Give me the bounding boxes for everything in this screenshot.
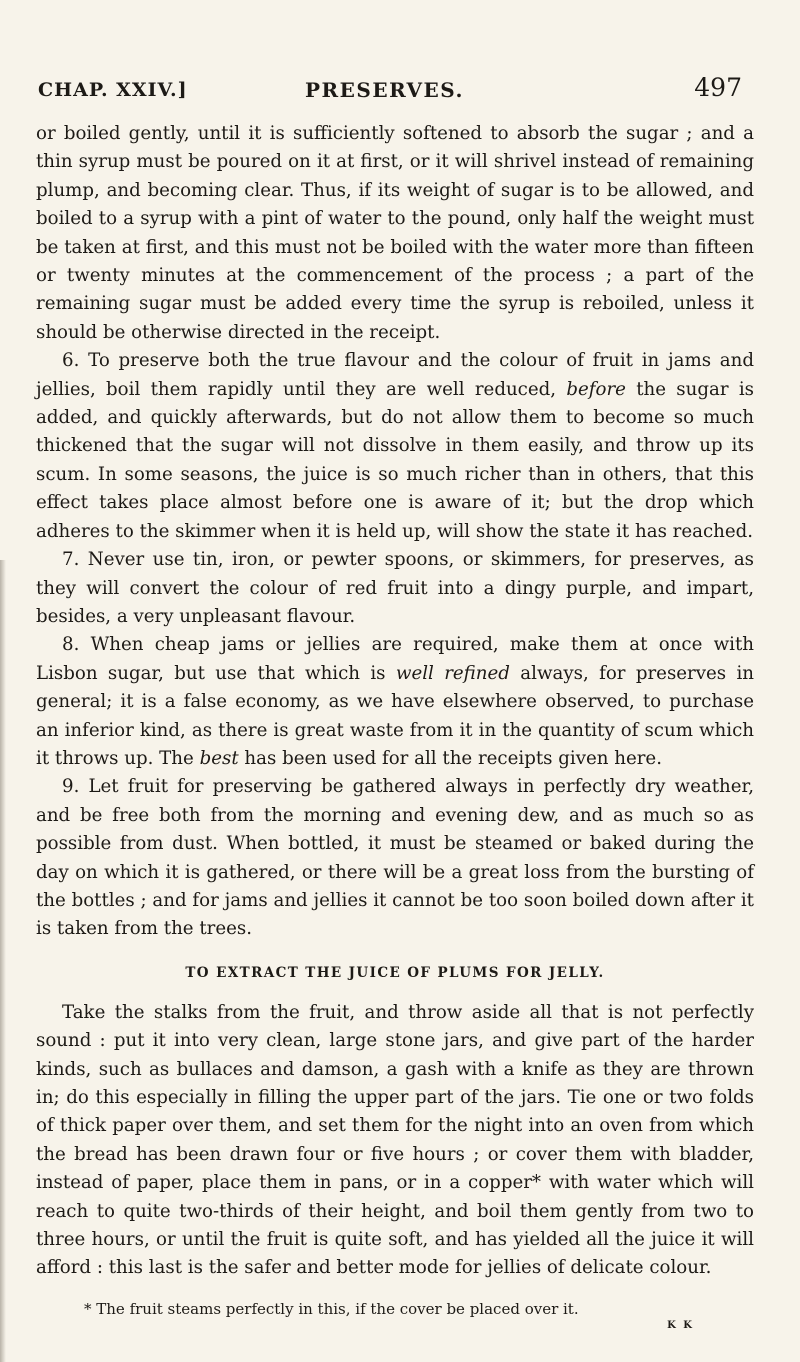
paragraph-8-text-c: has been used for all the receipts given here. [238, 747, 662, 769]
paragraph-8-text-b: always, for preserves in general; it is a false economy, as we have elsewhere observed, to purchase an inferior kind, as there is great waste from it in the quantity of scum which it throws up. The [36, 662, 754, 769]
paragraph-6-emphasis: before [566, 378, 626, 400]
paragraph-8 [36, 631, 754, 773]
chapter-label: CHAP. XXIV.] [38, 79, 188, 101]
running-head [38, 73, 778, 105]
footnote: * The fruit steams perfectly in this, if the cover be placed over it. [84, 1299, 579, 1318]
paragraph-6 [36, 347, 754, 546]
paragraph-6-text-b: the sugar is added, and quickly afterwards, but do not allow them to become so much thickened that the sugar will not dissolve in them easily, and throw up its scum. In some seasons, the juice is so much richer than in others, that this effect takes place almost before one is aware of it; but the drop which adheres to the skimmer when it is held up, will show the state it has reached. [36, 378, 754, 542]
paragraph-8-emphasis-best: best [199, 747, 239, 769]
signature-mark: K K [667, 1319, 694, 1331]
body-text [36, 120, 754, 1333]
page-number: 497 [694, 73, 742, 102]
recipe-heading: TO EXTRACT THE JUICE OF PLUMS FOR JELLY. [185, 964, 605, 981]
paragraph-7: 7. Never use tin, iron, or pewter spoons, or skimmers, for preserves, as they will convert the colour of red fruit into a dingy purple, and impart, besides, a very unpleasant flavour. [36, 549, 754, 627]
recipe-body: Take the stalks from the fruit, and throw aside all that is not perfectly sound : put it into very clean, large stone jars, and give part of the harder kinds, such as bullaces and damson, a gash with a knife as they are thrown in; do this especially in filling the upper part of the jars. Tie one or two folds of thick paper over them, and set them for the night into an oven from which the bread has been drawn four or five hours ; or cover them with bladder, instead of paper, place them in pans, or in a copper* with water which will reach to quite two-thirds of their height, and boil them gently from two to three hours, or until the fruit is quite soft, and has yielded all the juice it will afford : this last is the safer and better mode for jellies of delicate colour. [36, 1001, 754, 1279]
paragraph-8-text-a: 8. When cheap jams or jellies are required, make them at once with Lisbon sugar, but use that which is [36, 634, 754, 684]
paragraph-9: 9. Let fruit for preserving be gathered always in perfectly dry weather, and be free both from the morning and evening dew, and as much so as possible from dust. When bottled, it must be steamed or baked during the day on which it is gathered, or there will be a great loss from the bursting of the bottles ; and for jams and jellies it cannot be too soon boiled down after it is taken from the trees. [36, 776, 754, 940]
running-title: PRESERVES. [305, 78, 464, 102]
paragraph-6-text-a: 6. To preserve both the true flavour and the colour of fruit in jams and jellies, boil them rapidly until they are well reduced, [36, 350, 754, 400]
paragraph-continued: or boiled gently, until it is sufficiently softened to absorb the sugar ; and a thin syrup must be poured on it at first, or it will shrivel instead of remaining plump, and becoming clear. Thus, if its weight of sugar is to be allowed, and boiled to a syrup with a pint of water to the pound, only half the weight must be taken at first, and this must not be boiled with the water more than fifteen or twenty minutes at the commencement of the process ; a part of the remaining sugar must be added every time the syrup is reboiled, unless it should be otherwise directed in the receipt. [36, 123, 754, 343]
paragraph-8-emphasis-refined: well refined [395, 662, 510, 684]
page-edge-shadow [0, 560, 6, 1362]
